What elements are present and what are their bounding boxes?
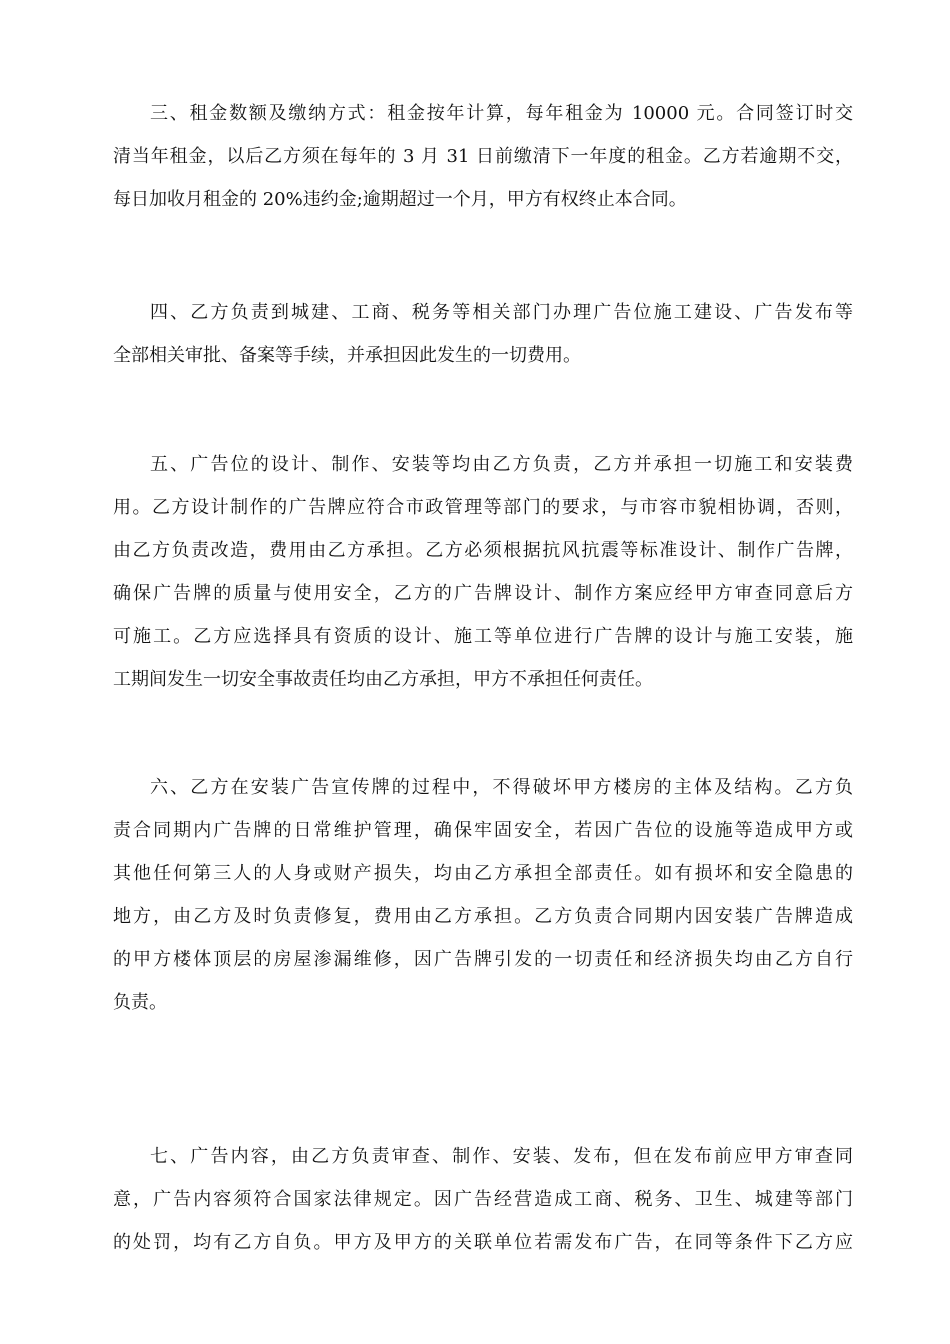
text-line: 责合同期内广告牌的日常维护管理，确保牢固安全，若因广告位的设施等造成甲方或	[113, 820, 853, 841]
text-line: 确保广告牌的质量与使用安全，乙方的广告牌设计、制作方案应经甲方审查同意后方	[113, 583, 853, 604]
text-line: 负责。	[113, 992, 167, 1013]
clause-7-paragraph	[113, 1135, 853, 1264]
text-line: 的甲方楼体顶层的房屋渗漏维修，因广告牌引发的一切责任和经济损失均由乙方自行	[113, 949, 853, 970]
text-line: 五、广告位的设计、制作、安装等均由乙方负责，乙方并承担一切施工和安装费	[150, 454, 853, 475]
clause-6-paragraph	[113, 766, 853, 1024]
text-line: 其他任何第三人的人身或财产损失，均由乙方承担全部责任。如有损坏和安全隐患的	[113, 863, 853, 884]
text-line: 由乙方负责改造，费用由乙方承担。乙方必须根据抗风抗震等标准设计、制作广告牌，	[113, 540, 853, 561]
text-line: 六、乙方在安装广告宣传牌的过程中，不得破坏甲方楼房的主体及结构。乙方负	[150, 777, 853, 798]
clause-3-paragraph	[113, 92, 853, 221]
text-line: 三、租金数额及缴纳方式：租金按年计算，每年租金为 10000 元。合同签订时交	[150, 103, 853, 124]
text-line: 地方，由乙方及时负责修复，费用由乙方承担。乙方负责合同期内因安装广告牌造成	[113, 906, 853, 927]
text-line: 七、广告内容，由乙方负责审查、制作、安装、发布，但在发布前应甲方审查同	[150, 1146, 853, 1167]
text-line: 全部相关审批、备案等手续，并承担因此发生的一切费用。	[113, 345, 581, 366]
text-line: 可施工。乙方应选择具有资质的设计、施工等单位进行广告牌的设计与施工安装，施	[113, 626, 853, 647]
clause-5-paragraph	[113, 443, 853, 701]
clause-4-paragraph	[113, 291, 853, 377]
text-line: 的处罚，均有乙方自负。甲方及甲方的关联单位若需发布广告，在同等条件下乙方应	[113, 1232, 853, 1253]
text-line: 用。乙方设计制作的广告牌应符合市政管理等部门的要求，与市容市貌相协调，否则，	[113, 497, 853, 518]
text-line: 四、乙方负责到城建、工商、税务等相关部门办理广告位施工建设、广告发布等	[150, 302, 853, 323]
text-line: 每日加收月租金的 20%违约金;逾期超过一个月，甲方有权终止本合同。	[113, 189, 687, 210]
text-line: 工期间发生一切安全事故责任均由乙方承担，甲方不承担任何责任。	[113, 669, 653, 690]
text-line: 意，广告内容须符合国家法律规定。因广告经营造成工商、税务、卫生、城建等部门	[113, 1189, 853, 1210]
text-line: 清当年租金，以后乙方须在每年的 3 月 31 日前缴清下一年度的租金。乙方若逾期不交，	[113, 146, 853, 167]
